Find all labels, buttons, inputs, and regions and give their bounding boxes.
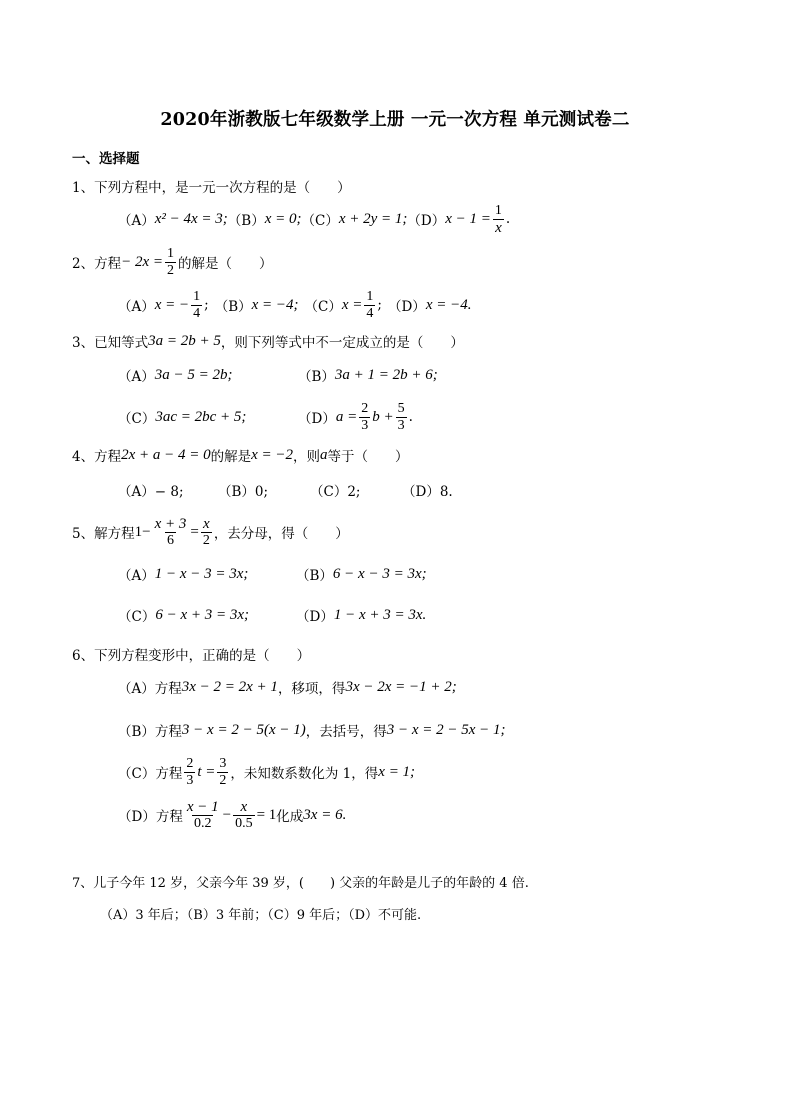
section-heading: 一、选择题 (72, 151, 140, 167)
option-c-expr: x + 2y = 1; (338, 210, 408, 227)
question-1-stem: 1、下列方程中，是一元一次方程的是（ ） (72, 180, 351, 196)
fraction: $\frac{3}{2}$ (219, 755, 227, 788)
question-2-stem: 2、方程 − 2x = $\frac{1}{2}$ 的解是（ ） (72, 245, 273, 278)
question-6-stem: 6、下列方程变形中，正确的是（ ） (72, 648, 311, 664)
question-4-stem: 4、方程 2x + a − 4 = 0 的解是 x = −2 ，则 a 等于（ ） (72, 446, 409, 465)
fraction: $\frac{5}{3}$ (397, 400, 405, 433)
question-4-option-d: （D）8. (402, 484, 453, 500)
fraction: $\frac{1}{4}$ (366, 288, 374, 321)
question-6-option-b: （B）方程 3 − x = 2 − 5(x − 1) ，去括号，得 3 − x = 2 − 5x − 1; (118, 721, 506, 740)
question-6-option-c: （C）方程 $\frac{2}{3}$ t = $\frac{3}{2}$ ，未知数系数化为 1，得 x = 1; (118, 755, 416, 788)
fraction: $\frac{2}{3}$ (186, 755, 194, 788)
question-6-option-a: （A）方程 3x − 2 = 2x + 1 ，移项，得 3x − 2x = −1 + 2; (118, 678, 457, 697)
fraction: $\frac{1}{2}$ (167, 245, 174, 278)
question-3-option-d: （D） a = $\frac{2}{3}$ b + $\frac{5}{3}$ . (298, 400, 413, 433)
question-7-stem: 7、儿子今年 12 岁，父亲今年 39 岁，( ) 父亲的年龄是儿子的年龄的 4 倍. (72, 875, 529, 891)
question-3-stem: 3、已知等式 3a = 2b + 5 ，则下列等式中不一定成立的是（ ） (72, 332, 464, 351)
option-a-label: （A） (118, 213, 155, 229)
question-6-option-d: （D）方程 $\frac{x - 1}{0.2}$ − $\frac{x}{0.5}$ = 1 化成 3x = 6. (118, 798, 347, 831)
question-4-option-a: （A）− 8; (118, 484, 184, 500)
fraction: $\frac{2}{3}$ (361, 400, 369, 433)
fraction: $\frac{1}{4}$ (193, 288, 201, 321)
fraction: $\frac{x}{0.5}$ (235, 798, 253, 831)
option-a-expr: x² − 4x = 3; (154, 210, 228, 227)
fraction: $\frac{x}{2}$ (202, 515, 210, 548)
question-3-option-b: （B） 3a + 1 = 2b + 6; (298, 366, 438, 385)
fraction: $\frac{x + 3}{6}$ (154, 515, 187, 548)
question-5-option-b: （B） 6 − x − 3 = 3x; (296, 565, 427, 584)
question-5-stem: 5、解方程 1− $\frac{x + 3}{6}$ = $\frac{x}{2}$ ，去分母，得（ ） (72, 515, 349, 548)
question-4-option-c: （C）2; (310, 484, 361, 500)
fraction: $\frac{x - 1}{0.2}$ (186, 798, 219, 831)
page-title: 2020年浙教版七年级数学上册 一元一次方程 单元测试卷二 (160, 110, 630, 130)
question-5-option-d: （D） 1 − x + 3 = 3x. (296, 606, 427, 625)
option-b-label: （B） (227, 213, 265, 229)
fraction: $\frac{1}{x}$ (494, 202, 502, 236)
option-c-label: （C） (301, 213, 339, 229)
question-5-option-c: （C） 6 − x + 3 = 3x; (118, 606, 250, 625)
question-4-option-b: （B）0; (218, 484, 269, 500)
question-3-option-c: （C） 3ac = 2bc + 5; (118, 408, 247, 427)
question-5-option-a: （A） 1 − x − 3 = 3x; (118, 565, 249, 584)
option-d-expr: x − 1 = (445, 210, 491, 227)
question-1-options: （A） x² − 4x = 3; （B） x = 0; （C） x + 2y = 1; （D） x − 1 = $\frac{1}{x}$ . (118, 202, 511, 236)
option-b-expr: x = 0; (264, 210, 302, 227)
option-d-label: （D） (407, 213, 446, 229)
question-7-options: （A）3 年后；（B）3 年前；（C）9 年后；（D）不可能. (100, 907, 422, 923)
question-2-options: （A） x = − $\frac{1}{4}$ ; （B） x = −4; （C） x = $\frac{1}{4}$ ; （D） x = −4. (118, 288, 472, 321)
question-3-option-a: （A） 3a − 5 = 2b; (118, 366, 233, 385)
